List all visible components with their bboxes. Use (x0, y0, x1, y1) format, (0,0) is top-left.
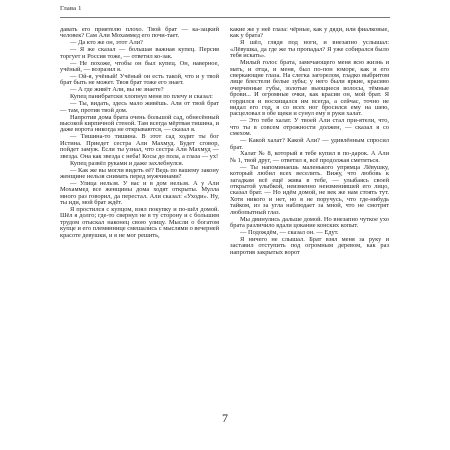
paragraph: — Улица нельзя. У вас и в дом нельзя. А у Али Мохаммед все женщины дома ходят открыты. Мулла много раз говорил, да перестал. Али сказал: «Уходи». Ну, ты иди, мой брат ждёт. (60, 179, 219, 207)
paragraph: Мы двинулись дальше домой. Но внезапно чуткое ухо брата различило вдали цокание конских копыт. (230, 215, 389, 230)
paragraph: Халат № 8, который я тебе купил в по-дарок. А Али № 1, твой друг, — ответил я, всё продолжая сметиться. (230, 150, 389, 164)
paragraph: — Ой-я, учёный! Учёный он есть такой, что и у твой брат быть не может. Твоя брат тоже его знает. (60, 73, 219, 87)
paragraph: — Я же сказал — большая важная купец. Персия торгует и Россия тоже, — ответил ко-зак. (60, 46, 219, 60)
paragraph: — Тишина-то тишина. В этот сад ходит ты бог Истина. Приедет сестра Али Махмуд. Будет сговор, пойдет замуж. Если ты узнал, что сестра Али Махмуд — звезда. Она как звезда с неба! Косы до пола, а глаза — ух! (60, 133, 219, 160)
paragraph: давать его приятелю плохо. Твой брат — ка-зацкий человек? Сам Али Мохаммед его почи-тает. (60, 26, 219, 40)
paragraph: Купец развёл руками и даже захлебнулся. (70, 159, 184, 167)
paragraph: — А где живёт Али, вы не знаете? (70, 86, 164, 94)
left-column (60, 27, 219, 240)
paragraph: — Это тебе халат. У твоей Али стал при-ятели, что, что ты в совсем отрожности должен, — сказал я со смехом. (230, 117, 389, 138)
chapter-header: Глава 1 (60, 5, 82, 12)
paragraph: Милый голос брата, замечающего меня всю жизнь и мать, и отца, и меня, был по-пон юморе, как и его сверкающие глаза. На слегка загорелом, гладко выбритом лице блестели белые зубы; у него были яркие, красиво очерченные губы, золотые вьющиеся волосы, тёмные брови... И огромные очки, как красив он, мой брат. Я гордился и восхищался им всегда, а сейчас, точно не видал его год, я со всех ног бросился ему на шею, расцеловал в обе щеки и сунул ему в руки халат. (230, 59, 389, 118)
paragraph: Я ничего не слышал. Брат взял меня за руку и заставил отступить под огромным деревом, как раз напротив закрытых ворот (230, 235, 389, 256)
paragraph: — Не похоже, чтобы он был купец. Он, наверное, учёный, — возразил я. (60, 59, 219, 74)
paragraph: — Как же вы могли видеть её? Ведь по вашему закону женщине нельзя снимать перед мужчинами? (60, 166, 219, 180)
paragraph: какие же у неё глаза: чёрные, как у дяди, или фиалковые, как у брата? (230, 26, 389, 40)
paragraph: — Какой халат? Какой Али? — удивлённым спросил брат. (230, 137, 389, 151)
paragraph: — Подождём, — сказал он. — Едут. (240, 228, 339, 236)
paragraph: Я простился с купцом, взял покупку и по-шёл домой. Шёл я долго; где-то свернул не в ту сторону и с большим трудом отыскал наконец свою улицу. Мысли о богатом купце и его племяннице смешались с мыслями о вечерней красоте девушки, и я не мог решить, (60, 206, 219, 239)
paragraph: Напротив дома брата очень большой сад, обнесённый высокой кирпичной стеной. Там всегда мёртвая тишина, и даже ворота никогда не открываются, — сказал я. (60, 113, 219, 134)
paragraph: — Ты, видать, здесь мало живёшь. Али от твой брат — там, против твой дом. (60, 100, 219, 114)
paragraph: — Да кто же он, этот Али? (70, 39, 143, 47)
paragraph: Я шёл, глядя под ноги, и внезапно услышал: «Лёвушка, да где же ты пропадал? Я уже собирался было тебя искать». (230, 39, 389, 60)
header-rule (60, 17, 390, 18)
page-number: 7 (222, 411, 228, 425)
right-column (230, 27, 389, 257)
paragraph: Купец панибратски хлопнул меня по плечу и сказал: (70, 93, 213, 101)
paragraph: — Ты напоминаешь маленького упрямца Лёвушку, который любил всех веселить. Вижу, что любовь к загадкам всё ещё жива в тебе, — улыбаясь своей открытой улыбкой, неизменно неизменившей его лицо, сказал брат. — Но идём домой, не век же нам стоять тут. Хотя никого и нет, но я не поручусь, что где-нибудь тайком, из за угла наблюдает за мной, что не смотрят любопытный глаз. (230, 163, 389, 216)
